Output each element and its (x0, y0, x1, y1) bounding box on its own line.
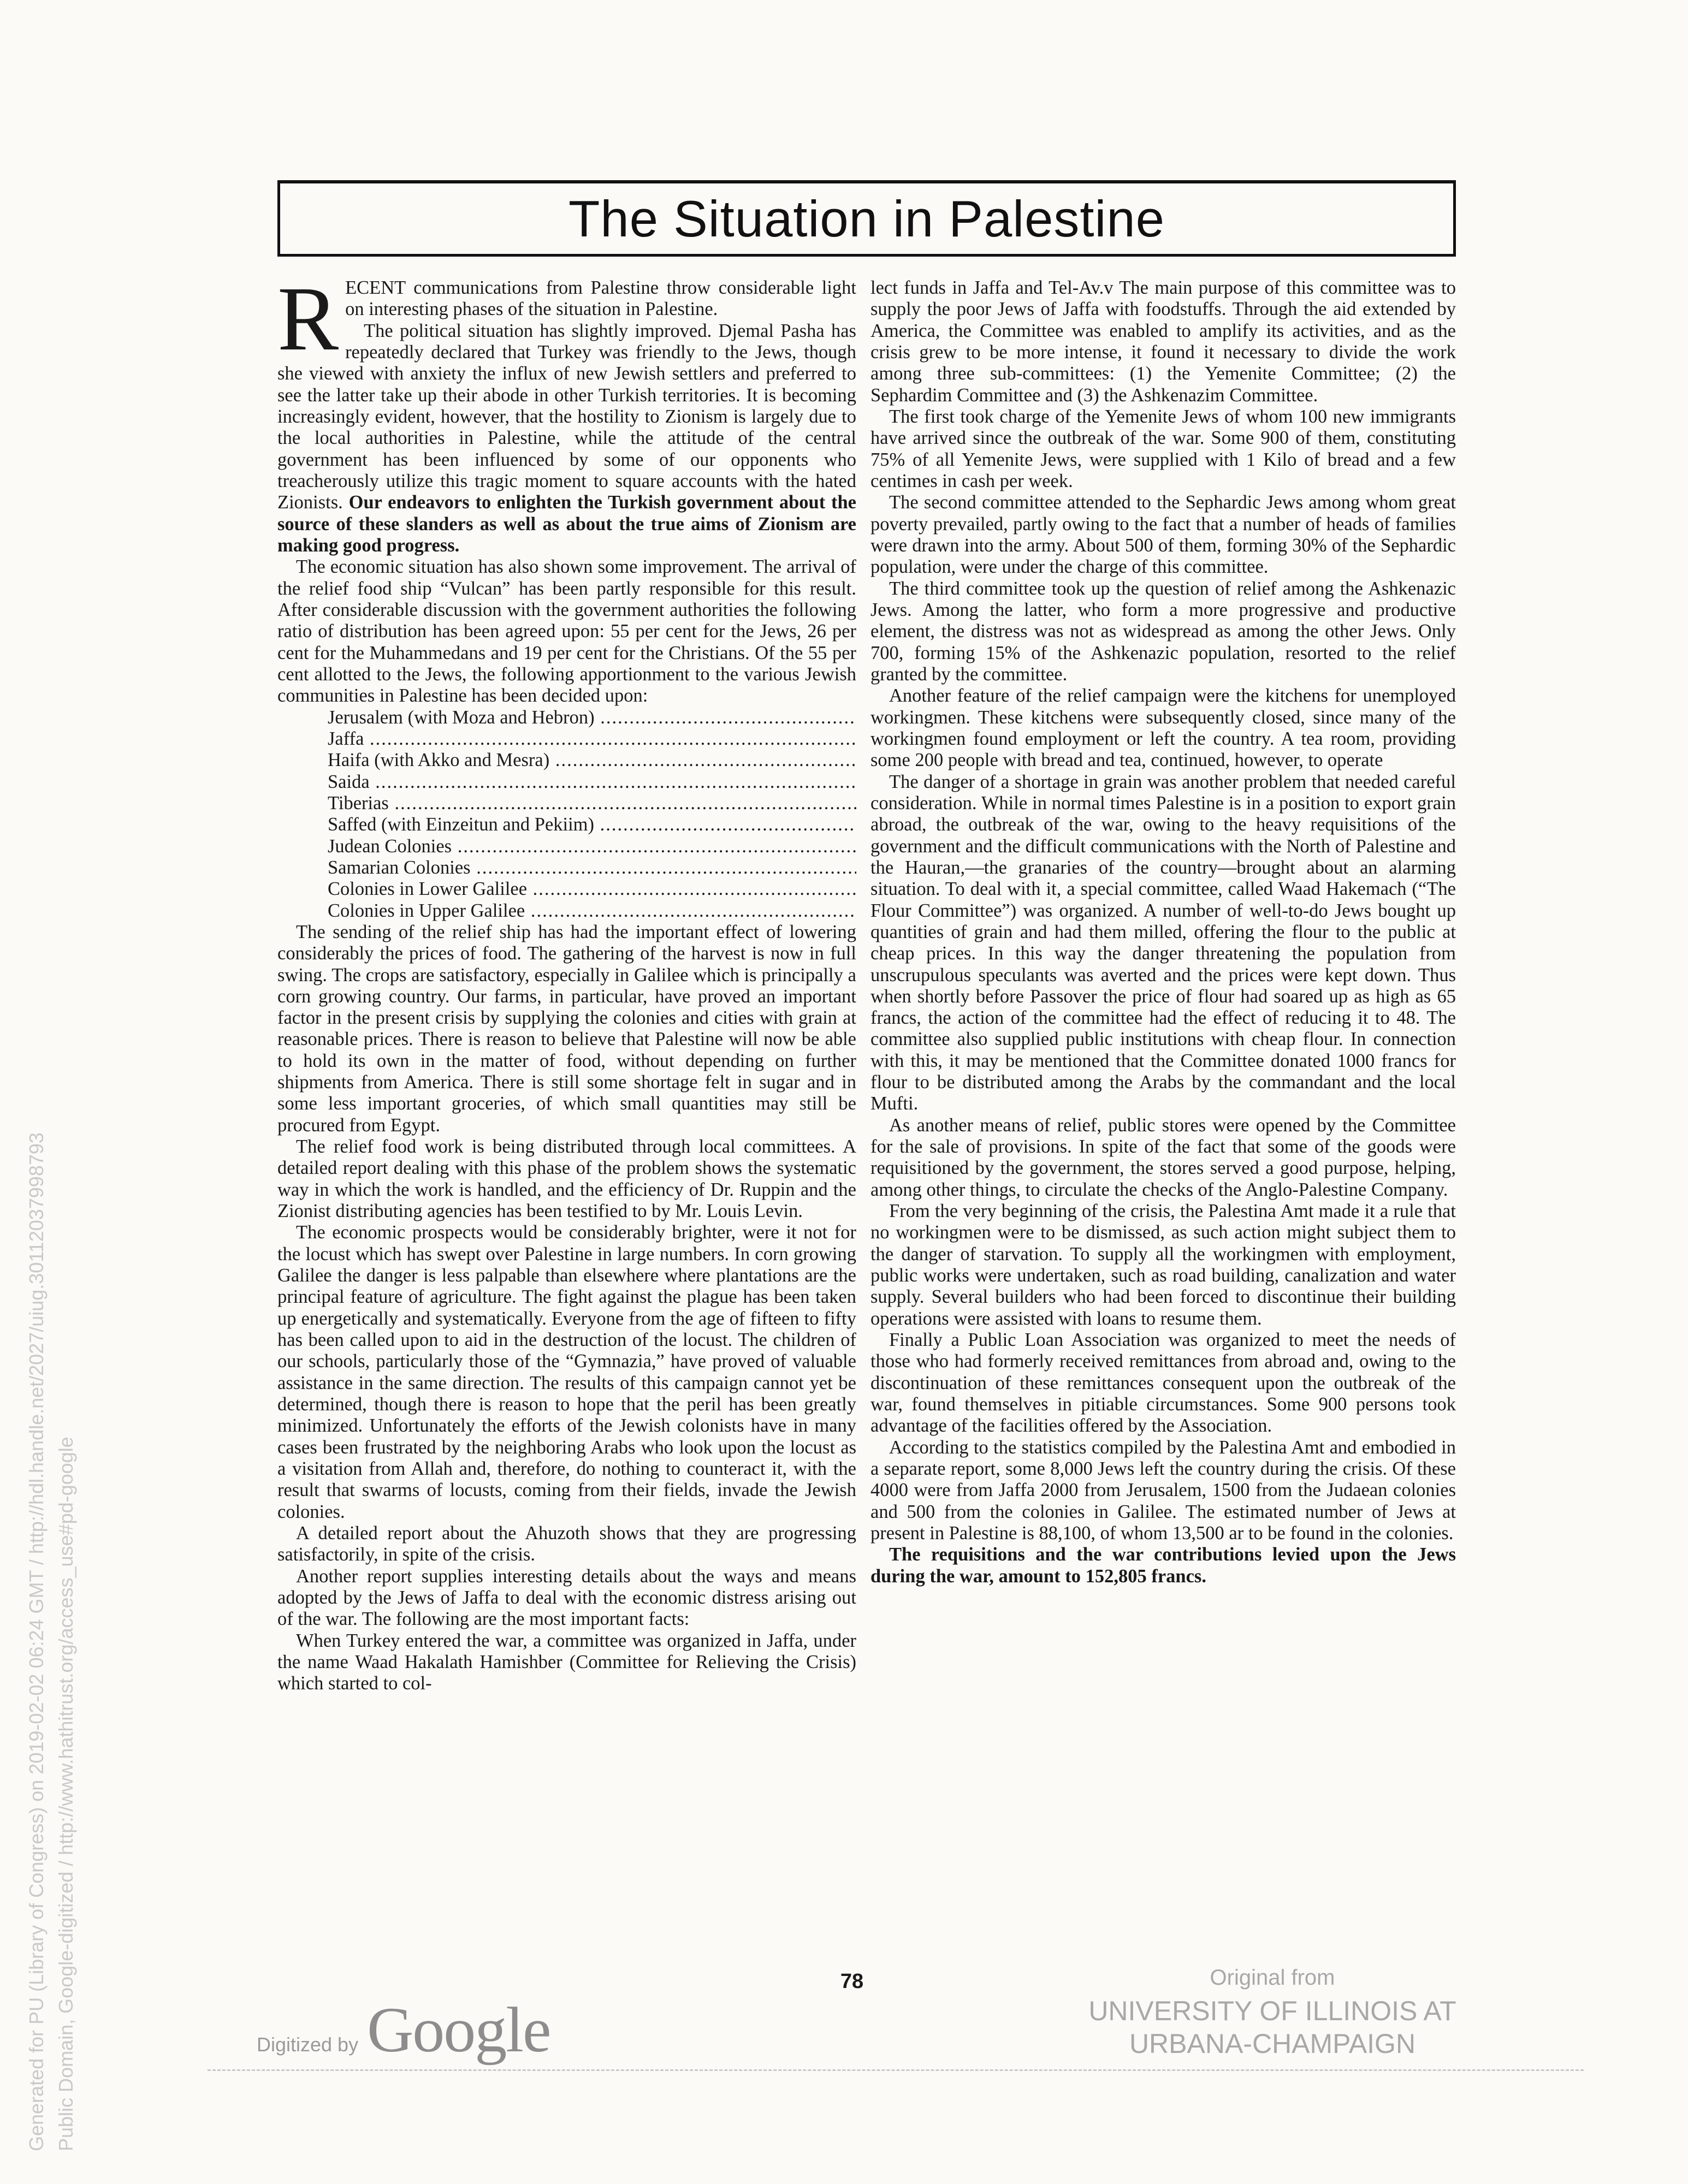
distribution-table (328, 707, 856, 922)
distribution-name: Jerusalem (with Moza and Hebron) ..... (328, 707, 856, 728)
distribution-row (328, 900, 856, 922)
paragraph-kitchens: Another feature of the relief campaign were the kitchens for unemployed workingmen. These kitchens were subsequently closed, since many of the workingmen found employment or left the country. A tea room, providing some 200 people with bread and tea, continued, however, to operate (870, 685, 1456, 771)
title-box (277, 180, 1456, 257)
watermark-line-2: Public Domain, Google-digitized / http://www.hathitrust.org/access_use#pd-google (55, 1437, 77, 2151)
distribution-name: Saida ..... (328, 771, 856, 792)
paragraph-relief-work: The relief food work is being distributed through local committees. A detailed report dealing with this phase of the problem shows the systematic way in which the work is handled, and the efficiency of Dr. Ruppin and the Zionist distributing agencies has been testified to by Mr. Louis Levin. (277, 1136, 856, 1222)
paragraph-stores: As another means of relief, public stores were opened by the Committee for the sale of provisions. In spite of the fact that some of the goods were requisitioned by the government, the stores served a good purpose, helping, among other things, to circulate the checks of the Anglo-Palestine Company. (870, 1114, 1456, 1200)
distribution-row (328, 771, 856, 793)
distribution-row (328, 793, 856, 814)
distribution-row (328, 836, 856, 857)
paragraph-ashkenazic: The third committee took up the question of relief among the Ashkenazic Jews. Among the latter, who form a more progressive and productive element, the distress was not as widespread as among the other Jews. Only 700, forming 15% of the Ashkenazic population, resorted to the relief granted by the committee. (870, 578, 1456, 685)
paragraph-loan: Finally a Public Loan Association was organized to meet the needs of those who had formerly received remittances from abroad and, owing to the discontinuation of these remittances consequent upon the outbreak of the war, found themselves in pitiable circumstances. Some 900 persons took advantage of the facilities offered by the Association. (870, 1330, 1456, 1437)
distribution-name: Haifa (with Akko and Mesra) ..... (328, 750, 856, 770)
distribution-row (328, 857, 856, 879)
distribution-name: Samarian Colonies ..... (328, 857, 856, 878)
paragraph-statistics: According to the statistics compiled by the Palestina Amt and embodied in a separate report, some 8,000 Jews left the country during the crisis. Of these 4000 were from Jaffa 2000 from Jerusalem, 1500 from the Judaean colonies and 500 from the colonies in Galilee. The estimated number of Jews at present in Palestine is 88,100, of whom 13,500 ar to be found in the colonies. (870, 1437, 1456, 1544)
paragraph-political: The political situation has slightly improved. Djemal Pasha has repeatedly declared that Turkey was friendly to the Jews, though she viewed with anxiety the influx of new Jewish settlers and preferred to see the latter take up their abode in other Turkish territories. It is becoming increasingly evident, however, that the hostility to Zionism is largely due to the local authorities in Palestine, while the attitude of the central government has been influenced by some of our opponents who treacherously utilize this tragic moment to square accounts with the hated Zionists. Our endeavors to enlighten the Turkish government about the source of these slanders as well as about the true aims of Zionism are making good progress. (277, 320, 856, 556)
distribution-name: Jaffa ..... (328, 728, 856, 749)
right-column (870, 277, 1456, 1948)
paragraph-committee: When Turkey entered the war, a committee was organized in Jaffa, under the name Waad Hakalath Hamishber (Committee for Relieving the Crisis) which started to col- (277, 1630, 856, 1694)
digitized-by-mark (257, 1993, 550, 2067)
distribution-row (328, 879, 856, 900)
distribution-name: Tiberias ..... (328, 793, 856, 814)
paragraph-funds: lect funds in Jaffa and Tel-Av.v The main purpose of this committee was to supply the poor Jews of Jaffa with foodstuffs. Through the aid extended by America, the Committee was enabled to amplify its activities, and as the crisis grew to be more intense, it found it necessary to divide the work among three sub-committees: (1) the Yemenite Committee; (2) the Sephardim Committee and (3) the Ashkenazim Committee. (870, 277, 1456, 406)
paragraph-requisitions: The requisitions and the war contributions levied upon the Jews during the war, amount to 152,805 francs. (870, 1544, 1456, 1587)
lead-paragraph: RECENT communications from Palestine throw considerable light on interesting phases of the situation in Palestine. (277, 277, 856, 370)
paragraph-employment: From the very beginning of the crisis, the Palestina Amt made it a rule that no workingmen were to be dismissed, as such action might subject them to the danger of starvation. To supply all the workingmen with employment, public works were undertaken, such as road building, canalization and water supply. Several builders who had been forced to discontinue their building operations were assisted with loans to resume them. (870, 1201, 1456, 1329)
distribution-name: Saffed (with Einzeitun and Pekiim) ..... (328, 814, 856, 835)
paragraph-ahuzoth: A detailed report about the Ahuzoth shows that they are progressing satisfactorily, in spite of the crisis. (277, 1523, 856, 1565)
paragraph-relief-ship: The sending of the relief ship has had the important effect of lowering considerably the prices of food. The gathering of the harvest is now in full swing. The crops are satisfactory, especially in Galilee which is principally a corn growing country. Our farms, in particular, have proved an important factor in the present crisis by supplying the colonies and cities with grain at reasonable prices. There is reason to believe that Palestine will now be able to hold its own in the matter of food, without depending on further shipments from America. There is still some shortage felt in sugar and in some less important groceries, of which small quantities may still be procured from Egypt. (277, 921, 856, 1136)
distribution-name: Colonies in Upper Galilee ..... (328, 900, 856, 921)
watermark-line-1: Generated for PU (Library of Congress) on 2019-02-02 06:24 GMT / http://hdl.handle.net/2027/uiug.30112037998793 (25, 1132, 48, 2151)
distribution-name: Judean Colonies ..... (328, 836, 856, 857)
paragraph-grain: The danger of a shortage in grain was another problem that needed careful consideration. While in normal times Palestine is in a position to export grain abroad, the outbreak of the war, owing to the heavy requisitions of the government and the difficult communications with the North of Palestine and the Hauran,—the granaries of the country—brought about an alarming situation. To deal with it, a special committee, called Waad Hakemach (“The Flour Committee”) was organized. A number of well-to-do Jews bought up quantities of grain and had them milled, offering the flour to the public at cheap prices. In this way the danger threatening the population from unscrupulous speculants was averted and the prices were kept down. Thus when shortly before Passover the price of flour had soared up as high as 65 francs, the action of the committee had the effect of reducing it to 48. The committee also supplied public institutions with cheap flour. In connection with this, it may be mentioned that the Committee donated 1000 francs for flour to be distributed among the Arabs by the commandant and the local Mufti. (870, 771, 1456, 1114)
original-from-mark (1032, 1966, 1513, 2060)
distribution-row (328, 707, 856, 728)
distribution-name: Colonies in Lower Galilee ..... (328, 879, 856, 899)
page-number: 78 (840, 1970, 864, 1993)
distribution-row (328, 750, 856, 771)
paragraph-yemenite: The first took charge of the Yemenite Jews of whom 100 new immigrants have arrived since the outbreak of the war. Some 900 of them, constituting 75% of all Yemenite Jews, were supplied with 1 Kilo of bread and a few centimes in cash per week. (870, 406, 1456, 491)
drop-cap: R (277, 277, 339, 370)
original-from-label: Original from (1210, 1966, 1335, 1990)
paragraph-locust: The economic prospects would be considerably brighter, were it not for the locust which has swept over Palestine in large numbers. In corn growing Galilee the danger is less palpable than elsewhere where plantations are the principal feature of agriculture. The fight against the plague has been taken up energetically and systematically. Everyone from the age of fifteen to fifty has been called upon to aid in the destruction of the locust. The children of our schools, particularly those of the “Gymnazia,” have proved of valuable assistance in the same direction. The results of this campaign cannot yet be determined, though there is reason to hope that the peril has been greatly minimized. Unfortunately the efforts of the Jewish colonists have in many cases been frustrated by the neighboring Arabs who look upon the locust as a visitation from Allah and, therefore, do nothing to counteract it, with the result that swarms of locusts, coming from their fields, invade the Jewish colonies. (277, 1222, 856, 1522)
paragraph-economic: The economic situation has also shown some improvement. The arrival of the relief food ship “Vulcan” has been partly responsible for this result. After considerable discussion with the government authorities the following ratio of distribution has been agreed upon: 55 per cent for the Jews, 26 per cent for the Muhammedans and 19 per cent for the Christians. Of the 55 per cent allotted to the Jews, the following apportionment to the various Jewish communities in Palestine has been decided upon: (277, 556, 856, 707)
digitized-by-label: Digitized by (257, 2033, 359, 2056)
paragraph-jaffa-report: Another report supplies interesting details about the ways and means adopted by the Jews of Jaffa to deal with the economic distress arising out of the war. The following are the most important facts: (277, 1565, 856, 1630)
paragraph-sephardic: The second committee attended to the Sephardic Jews among whom great poverty prevailed, partly owing to the fact that a number of heads of families were drawn into the army. About 500 of them, forming 30% of the Sephardic population, were under the charge of this committee. (870, 492, 1456, 578)
distribution-row (328, 814, 856, 835)
distribution-row (328, 728, 856, 750)
left-column (277, 277, 856, 1948)
side-watermark (22, 841, 81, 2151)
institution-line-1: UNIVERSITY OF ILLINOIS AT (1088, 1996, 1456, 2026)
institution-line-2: URBANA-CHAMPAIGN (1129, 2028, 1416, 2059)
scan-artifact-line (208, 2069, 1584, 2076)
google-logo: Google (367, 1994, 550, 2066)
page-title: The Situation in Palestine (568, 189, 1165, 247)
